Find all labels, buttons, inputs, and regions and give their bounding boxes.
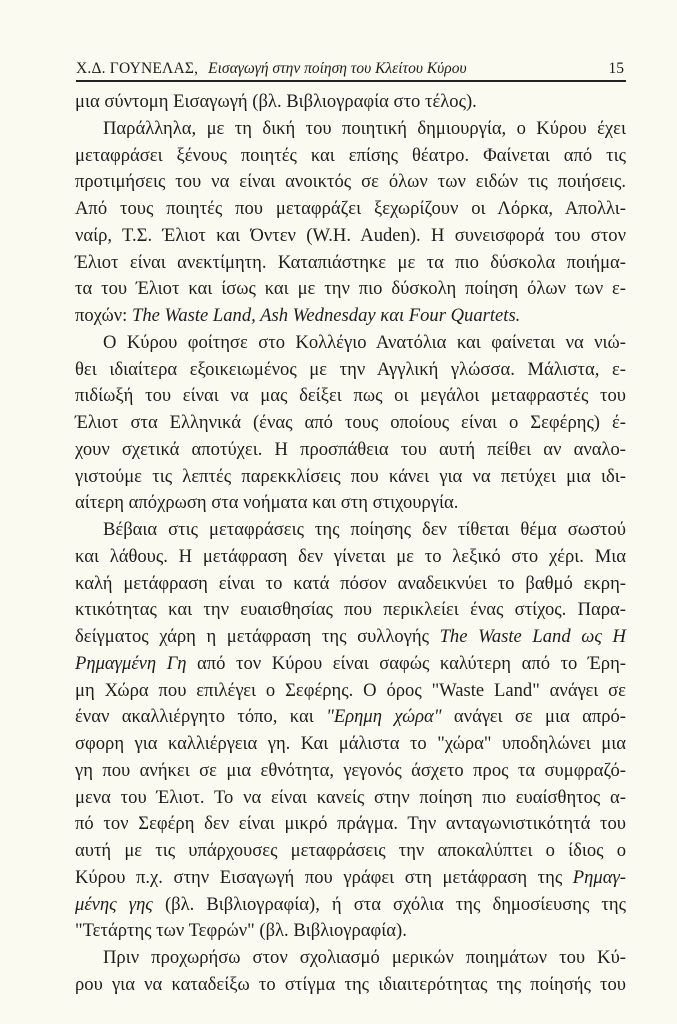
text-segment: χουν σχετικά αποτύχει. Η προσπάθεια του αυτή πείθει αν αναλο- — [75, 438, 626, 460]
text-segment: τα του Έλιοτ και ίσως και με την πιο δύσκολη ποίηση όλων των ε- — [75, 278, 626, 300]
text-line — [75, 838, 626, 865]
text-segment: Παράλληλα, με τη δική του ποιητική δημιουργία, ο Κύρου έχει — [103, 117, 626, 139]
text-segment: έναν ακαλλιέργητο τόπο, και — [75, 706, 327, 728]
text-line — [75, 731, 626, 758]
text-segment: γη που ανήκει σε μια εθνότητα, γεγονός άσχετο προς τα συμφραζό- — [75, 759, 626, 781]
body-text — [75, 89, 626, 999]
text-line — [75, 892, 626, 919]
italic-title-text: "Ερημη χώρα" — [326, 706, 442, 728]
text-line — [75, 437, 626, 464]
text-line — [75, 410, 626, 437]
text-segment: Έλιοτ είναι ανεκτίμητη. Καταπιάστηκε με τα πιο δύσκολα ποιήμα- — [75, 251, 626, 273]
text-segment: δείγματος χάρη η μετάφραση της συλλογής — [75, 626, 440, 647]
text-line — [75, 865, 626, 892]
text-line — [75, 811, 626, 838]
text-segment: και λάθους. Η μετάφραση δεν γίνεται με το λεξικό στο χέρι. Μια — [75, 545, 626, 567]
text-segment: Ο Κύρου φοίτησε στο Κολλέγιο Ανατόλια και φαίνεται να νιώ- — [103, 331, 626, 353]
text-segment: αίτερη απόχρωση στα νοήματα και στη στιχουργία. — [75, 492, 459, 514]
text-segment: από τον Κύρου είναι σαφώς καλύτερη από το Έρη- — [186, 652, 626, 674]
text-line — [75, 89, 626, 116]
text-segment: προτιμήσεις του να είναι ανοικτός σε όλων των ειδών τις ποιήσεις. — [75, 171, 626, 193]
text-segment: μια σύντομη Εισαγωγή (βλ. Βιβλιογραφία στο τέλος). — [75, 91, 477, 112]
text-segment: πιδίωξή του είναι να μας δείξει πως οι μεγάλοι μεταφραστές του — [75, 385, 626, 407]
text-segment: κτικότητας και την ευαισθησίας που περικλείει ένας στίχος. Παρα- — [75, 599, 626, 621]
text-segment: αυτή με τις υπάρχουσες μεταφράσεις την αποκαλύπτει ο ίδιος ο — [75, 840, 626, 861]
text-line — [75, 383, 626, 410]
text-segment: θει ιδιαίτερα εξοικειωμένος με την Αγγλική γλώσσα. Μάλιστα, ε- — [75, 358, 626, 380]
text-line — [75, 785, 626, 812]
text-line — [75, 357, 626, 384]
text-line — [75, 196, 626, 223]
italic-title-text: μένης γης — [75, 893, 153, 915]
text-line — [75, 143, 626, 170]
text-segment: ναίρ, Τ.Σ. Έλιοτ και Όντεν (W.H. Auden). Η συνεισφορά του στον — [75, 224, 626, 246]
text-segment: Έλιοτ στα Ελληνικά (ένας από τους οποίους είναι ο Σεφέρης) έ- — [75, 412, 626, 433]
text-segment: καλή μετάφραση είναι το κατά πόσον αναδεικνύει το βαθμό εκρη- — [75, 572, 626, 594]
text-line — [75, 223, 626, 250]
italic-title-text: The Waste Land ως Η — [439, 626, 626, 647]
text-line — [75, 464, 626, 491]
text-line — [75, 758, 626, 785]
text-segment: Πριν προχωρήσω στον σχολιασμό μερικών ποιημάτων του Κύ- — [103, 947, 626, 968]
text-segment: ρου για να καταδείξω το στίγμα της ιδιαιτερότητας της ποίησής του — [75, 973, 626, 995]
text-segment: Βέβαια στις μεταφράσεις της ποίησης δεν τίθεται θέμα σωστού — [103, 519, 626, 540]
text-line — [75, 571, 626, 598]
text-segment: ανάγει σε μια απρό- — [441, 706, 626, 728]
text-segment: μενα του Έλιοτ. Το να είναι κανείς στην ποίηση πιο ευαίσθητος α- — [75, 786, 626, 808]
text-line — [75, 116, 626, 143]
text-segment: "Τετάρτης των Τεφρών" (βλ. Βιβλιογραφία). — [75, 920, 407, 942]
text-segment: Κύρου π.χ. στην Εισαγωγή που γράφει στη μετάφραση της — [75, 866, 573, 888]
text-segment: μη Χώρα που επιλέγει ο Σεφέρης. Ο όρος "Waste Land" ανάγει σε — [75, 679, 626, 701]
text-line — [75, 918, 626, 945]
header-title: Εισαγωγή στην ποίηση του Κλείτου Κύρου — [208, 60, 467, 77]
text-line — [75, 544, 626, 571]
header-author: Χ.Δ. ΓΟΥΝΕΛΑΣ, — [76, 60, 199, 77]
text-segment: σφορη για καλλιέργεια γη. Και μάλιστα το "χώρα" υποδηλώνει μια — [75, 733, 626, 754]
page-number: 15 — [608, 60, 624, 77]
text-segment: πό τον Σεφέρη δεν είναι μικρό πράγμα. Την ανταγωνιστικότητά του — [75, 813, 626, 835]
text-line — [75, 624, 626, 651]
text-segment: Από τους ποιητές που μεταφράζει ξεχωρίζουν οι Λόρκα, Απολλι- — [75, 198, 626, 219]
italic-title-text: Ρημαγμένη Γη — [75, 652, 187, 674]
text-line — [75, 330, 626, 357]
text-segment: ποχών: — [75, 305, 132, 326]
text-line — [75, 678, 626, 705]
text-line — [75, 597, 626, 624]
text-line — [75, 169, 626, 196]
italic-title-text: Ρημαγ- — [572, 866, 626, 888]
text-line — [75, 945, 626, 972]
text-line — [75, 276, 626, 303]
text-segment: μεταφράσει ξένους ποιητές και επίσης θέατρο. Φαίνεται από τις — [75, 144, 626, 166]
italic-title-text: The Waste Land, Ash Wednesday και Four Quartets. — [132, 305, 521, 326]
text-segment: γιστούμε τις λεπτές παρεκκλίσεις που κάνει για να πετύχει μια ιδι- — [75, 465, 626, 487]
text-line — [75, 517, 626, 544]
text-line — [75, 704, 626, 731]
text-line — [75, 972, 626, 999]
running-header — [76, 58, 626, 82]
text-line — [75, 250, 626, 277]
text-line — [75, 651, 626, 678]
text-line — [75, 303, 626, 330]
text-segment: (βλ. Βιβλιογραφία), ή στα σχόλια της δημοσίευσης της — [152, 893, 626, 915]
text-line — [75, 490, 626, 517]
